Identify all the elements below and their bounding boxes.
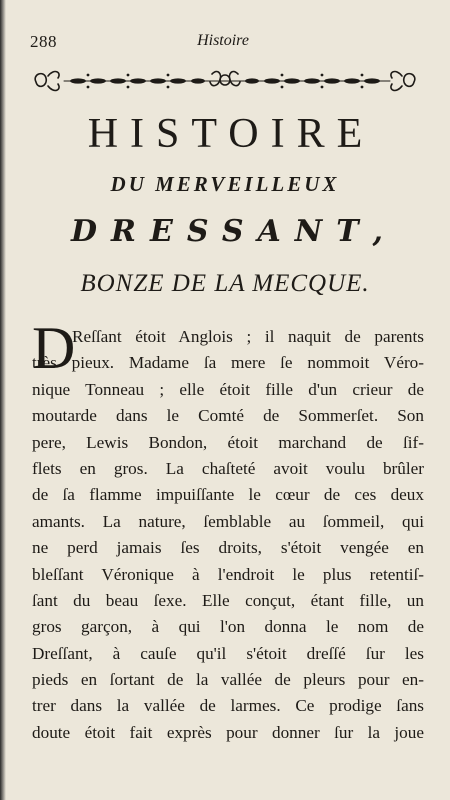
text-line: moutarde dans le Comté de Sommerſet. Son — [32, 406, 424, 426]
text-line: nique Tonneau ; elle étoit fille d'un crieur de — [32, 379, 424, 399]
text-line: ne perd jamais ſes droits, s'étoit vengée en — [32, 538, 424, 558]
chapter-name-punctuation: , — [372, 214, 383, 249]
chapter-name-text: DRESSANT — [71, 214, 373, 249]
chapter-subtitle: DU MERVEILLEUX — [110, 172, 340, 196]
text-line: amants. La nature, ſemblable au ſommeil, qui — [32, 511, 424, 531]
body-text — [32, 315, 424, 746]
running-head: Histoire — [197, 32, 249, 49]
text-line: pere, Lewis Bondon, étoit marchand de ſif- — [32, 432, 424, 452]
text-line: trer dans la vallée de larmes. Ce prodige ſans — [32, 696, 424, 716]
text-line: bleſſant Véronique à l'endroit le plus retentiſ- — [32, 564, 424, 584]
text-line: flets en gros. La chaſteté avoit voulu brûler — [32, 458, 424, 478]
text-line: doute étoit fait exprès pour donner ſur la joue — [32, 722, 424, 742]
chapter-epithet: BONZE DE LA MECQUE. — [80, 270, 370, 297]
page-number: 288 — [30, 32, 57, 51]
text-line: très pieux. Madame ſa mere ſe nommoit Véro- — [32, 353, 424, 373]
text-line: gros garçon, à qui l'on donna le nom de — [32, 617, 424, 637]
text-line: Dreſſant, à cauſe qu'il s'étoit dreſſé ſur les — [32, 643, 424, 663]
text-line: ſant du beau ſexe. Elle conçut, étant fille, un — [32, 590, 424, 610]
page-header — [30, 32, 416, 52]
chapter-title: HISTOIRE — [87, 111, 375, 157]
text-line: pieds en ſortant de la vallée de pleurs pour en- — [32, 670, 424, 690]
ornamental-border — [30, 64, 420, 96]
text-line: Reſſant étoit Anglois ; il naquit de parents — [72, 327, 424, 346]
chapter-name — [24, 212, 430, 252]
drop-cap: D — [32, 315, 76, 381]
text-line: de ſa flamme impuiſſante le cœur de ces deux — [32, 485, 424, 505]
